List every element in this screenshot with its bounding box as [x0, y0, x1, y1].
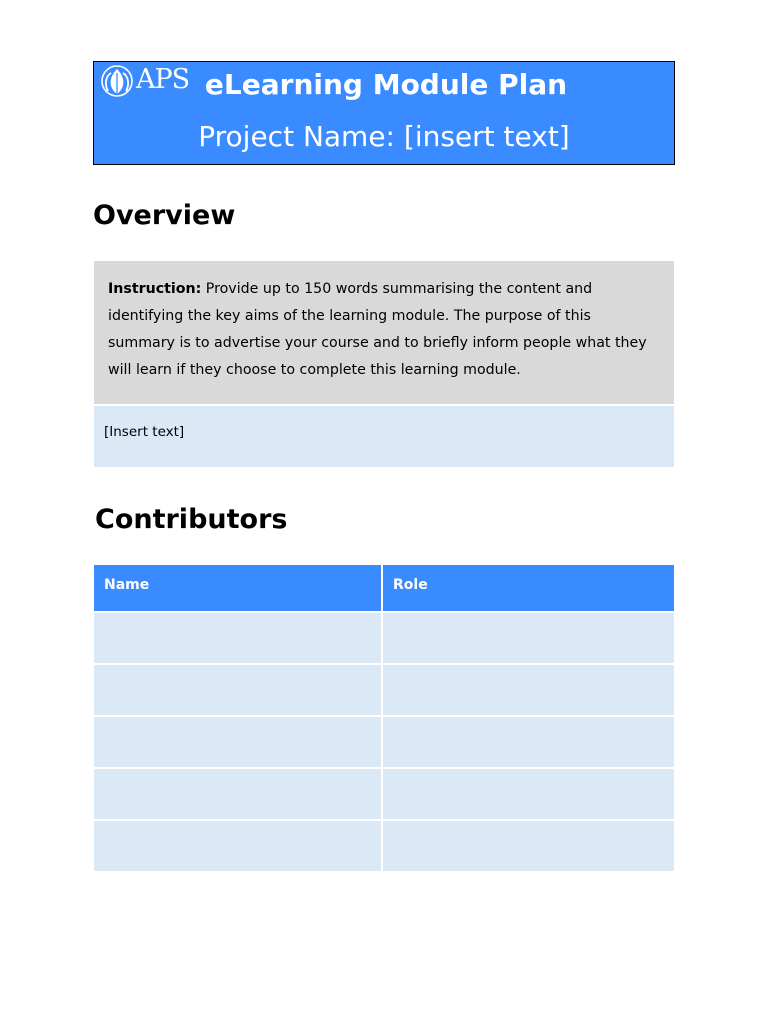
table-row — [94, 664, 674, 716]
page-title: eLearning Module Plan — [204, 68, 568, 101]
column-header-name: Name — [94, 565, 382, 612]
name-cell[interactable] — [94, 820, 382, 871]
table-row — [94, 612, 674, 664]
name-cell[interactable] — [94, 716, 382, 768]
contributors-table — [94, 565, 674, 871]
name-cell[interactable] — [94, 664, 382, 716]
table-row — [94, 820, 674, 871]
role-cell[interactable] — [382, 664, 674, 716]
instruction-text: Provide up to 150 words summarising the content and identifying the key aims of the learning module. The purpose of this summary is to advertise your course and to briefly inform people what they will learn if they choose to complete this learning module. — [108, 281, 647, 378]
table-row — [94, 768, 674, 820]
instruction-box — [94, 261, 674, 404]
column-header-role: Role — [382, 565, 674, 612]
table-row — [94, 716, 674, 768]
document-header — [93, 61, 675, 165]
name-cell[interactable] — [94, 768, 382, 820]
instruction-label: Instruction: — [108, 281, 202, 297]
overview-heading: Overview — [93, 200, 236, 231]
logo-text: APS — [136, 64, 190, 95]
overview-input[interactable]: [Insert text] — [94, 406, 674, 467]
project-name: Project Name: [insert text] — [198, 120, 570, 153]
contributors-heading: Contributors — [95, 504, 288, 535]
name-cell[interactable] — [94, 612, 382, 664]
role-cell[interactable] — [382, 716, 674, 768]
role-cell[interactable] — [382, 768, 674, 820]
role-cell[interactable] — [382, 612, 674, 664]
role-cell[interactable] — [382, 820, 674, 871]
